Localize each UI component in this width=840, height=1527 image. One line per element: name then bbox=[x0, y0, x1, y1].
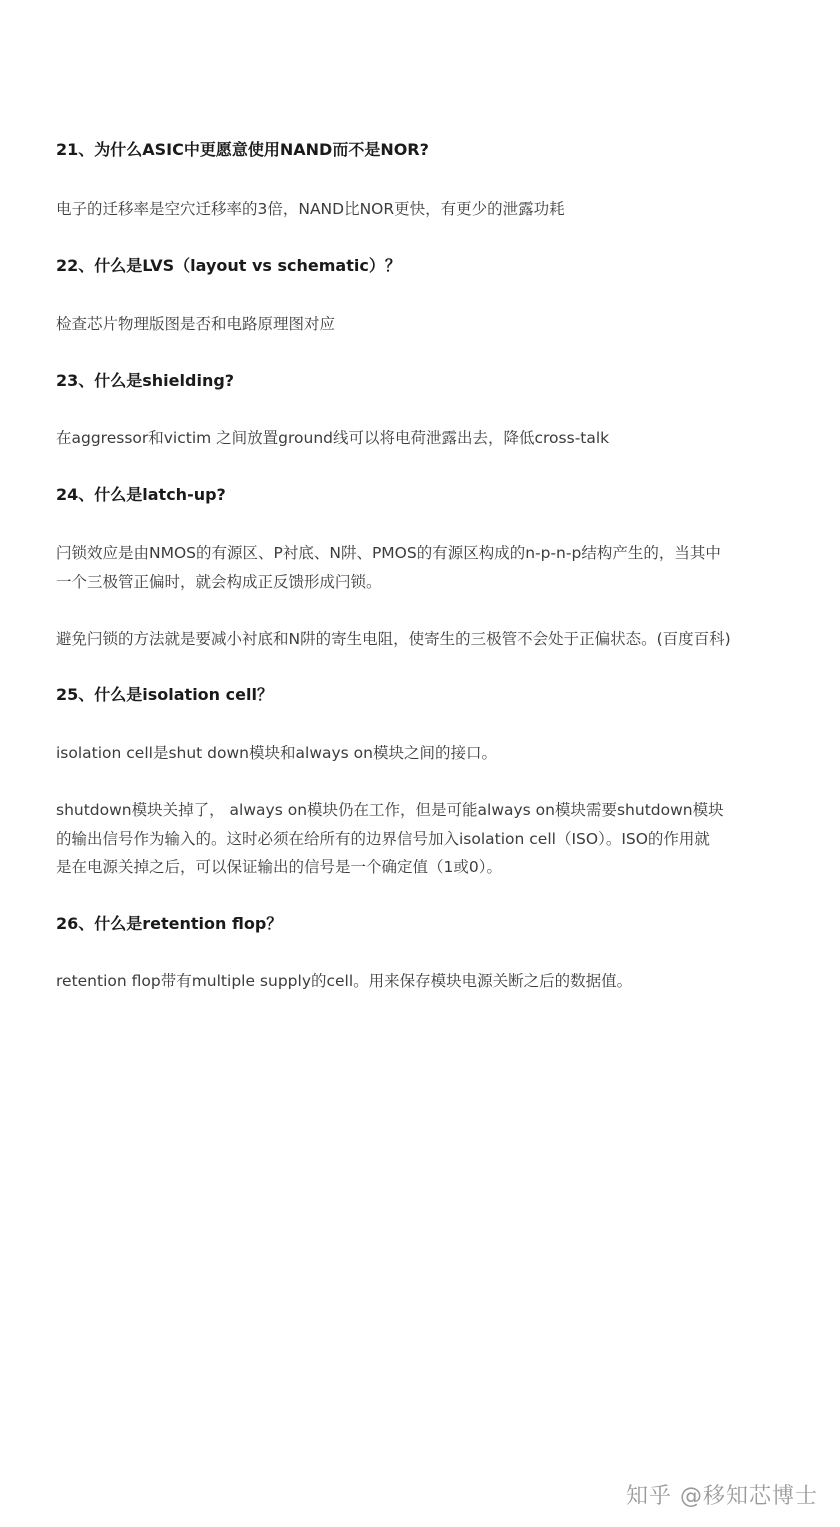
answer-25-line-3: 的输出信号作为输入的。这时必须在给所有的边界信号加入isolation cell（ISO）。ISO的作用就 bbox=[56, 830, 710, 848]
question-22: 22、什么是LVS（layout vs schematic）？ bbox=[56, 256, 401, 275]
question-25: 25、什么是isolation cell？ bbox=[56, 685, 273, 704]
answer-24-line-3: 避免闩锁的方法就是要减小衬底和N阱的寄生电阻，使寄生的三极管不会处于正偏状态。(百度百科) bbox=[56, 630, 731, 648]
answer-25-line-2: shutdown模块关掉了， always on模块仍在工作，但是可能always on模块需要shutdown模块 bbox=[56, 801, 724, 819]
answer-23-line-1: 在aggressor和victim 之间放置ground线可以将电荷泄露出去，降低cross-talk bbox=[56, 429, 610, 447]
zhihu-watermark: 知乎 @移知芯博士 bbox=[626, 1484, 818, 1509]
answer-21-line-1: 电子的迁移率是空穴迁移率的3倍，NAND比NOR更快，有更少的泄露功耗 bbox=[56, 200, 565, 218]
answer-25-line-4: 是在电源关掉之后，可以保证输出的信号是一个确定值（1或0）。 bbox=[56, 858, 502, 876]
answer-24-line-2: 一个三极管正偏时，就会构成正反馈形成闩锁。 bbox=[56, 573, 382, 591]
question-23: 23、什么是shielding? bbox=[56, 371, 235, 390]
question-24: 24、什么是latch-up? bbox=[56, 485, 226, 504]
answer-25-line-1: isolation cell是shut down模块和always on模块之间的接口。 bbox=[56, 744, 497, 762]
answer-26-line-1: retention flop带有multiple supply的cell。用来保存模块电源关断之后的数据值。 bbox=[56, 972, 633, 990]
question-21: 21、为什么ASIC中更愿意使用NAND而不是NOR? bbox=[56, 140, 429, 159]
answer-22-line-1: 检查芯片物理版图是否和电路原理图对应 bbox=[56, 315, 336, 333]
question-26: 26、什么是retention flop？ bbox=[56, 914, 283, 933]
answer-24-line-1: 闩锁效应是由NMOS的有源区、P衬底、N阱、PMOS的有源区构成的n-p-n-p结构产生的，当其中 bbox=[56, 544, 721, 562]
